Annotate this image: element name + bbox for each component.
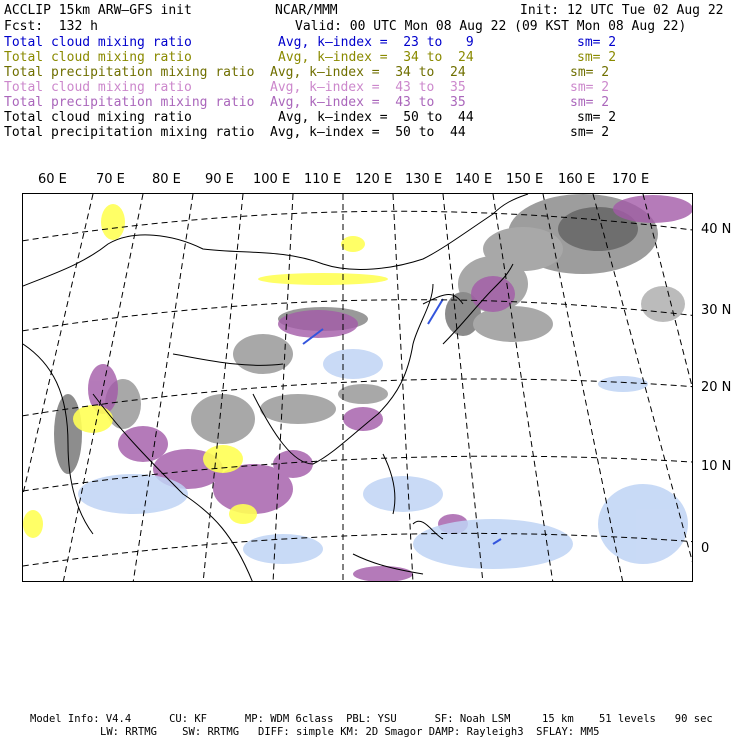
legend-sm: sm= 2 [570, 95, 610, 110]
legend-sm: sm= 2 [570, 65, 610, 80]
lon-label: 80 E [152, 172, 181, 187]
lon-label: 70 E [96, 172, 125, 187]
lon-label: 120 E [355, 172, 393, 187]
header-init: Init: 12 UTC Tue 02 Aug 22 [520, 3, 724, 18]
legend-avg: Avg, k–index = 23 to 9 [278, 35, 474, 50]
header-title: ACCLIP 15km ARW–GFS init [4, 3, 192, 18]
lon-label: 160 E [558, 172, 596, 187]
header-fcst: Fcst: 132 h [4, 19, 98, 34]
legend-field-name: Total precipitation mixing ratio [4, 65, 255, 80]
lat-label: 10 N [701, 459, 732, 474]
lat-label: 40 N [701, 222, 732, 237]
header-valid: Valid: 00 UTC Mon 08 Aug 22 (09 KST Mon 08 Aug 22) [295, 19, 687, 34]
legend-sm: sm= 2 [577, 110, 617, 125]
lat-label: 20 N [701, 380, 732, 395]
legend-avg: Avg, k–index = 34 to 24 [278, 50, 474, 65]
legend-field-name: Total cloud mixing ratio [4, 110, 192, 125]
legend-avg: Avg, k–index = 50 to 44 [278, 110, 474, 125]
legend-field-name: Total cloud mixing ratio [4, 80, 192, 95]
lon-label: 110 E [304, 172, 342, 187]
lon-label: 150 E [506, 172, 544, 187]
legend-field-name: Total cloud mixing ratio [4, 35, 192, 50]
legend-field-name: Total cloud mixing ratio [4, 50, 192, 65]
legend-sm: sm= 2 [570, 80, 610, 95]
lon-label: 60 E [38, 172, 67, 187]
legend-sm: sm= 2 [570, 125, 610, 140]
legend-avg: Avg, k–index = 50 to 44 [270, 125, 466, 140]
legend-sm: sm= 2 [577, 50, 617, 65]
lon-label: 100 E [253, 172, 291, 187]
lat-label: 30 N [701, 303, 732, 318]
legend-avg: Avg, k–index = 43 to 35 [270, 95, 466, 110]
legend-avg: Avg, k–index = 43 to 35 [270, 80, 466, 95]
footer-model-info: Model Info: V4.4 CU: KF MP: WDM 6class PBL: YSU SF: Noah LSM 15 km 51 levels 90 sec [30, 713, 713, 725]
forecast-map [22, 193, 693, 582]
legend-sm: sm= 2 [577, 35, 617, 50]
lon-label: 130 E [405, 172, 443, 187]
header-center: NCAR/MMM [275, 3, 338, 18]
legend-field-name: Total precipitation mixing ratio [4, 125, 255, 140]
lon-label: 90 E [205, 172, 234, 187]
lon-label: 140 E [455, 172, 493, 187]
footer-physics-info: LW: RRTMG SW: RRTMG DIFF: simple KM: 2D Smagor DAMP: Rayleigh3 SFLAY: MM5 [100, 726, 600, 738]
map-canvas [23, 194, 693, 582]
lat-label: 0 [701, 541, 710, 556]
legend-avg: Avg, k–index = 34 to 24 [270, 65, 466, 80]
legend-field-name: Total precipitation mixing ratio [4, 95, 255, 110]
lon-label: 170 E [612, 172, 650, 187]
